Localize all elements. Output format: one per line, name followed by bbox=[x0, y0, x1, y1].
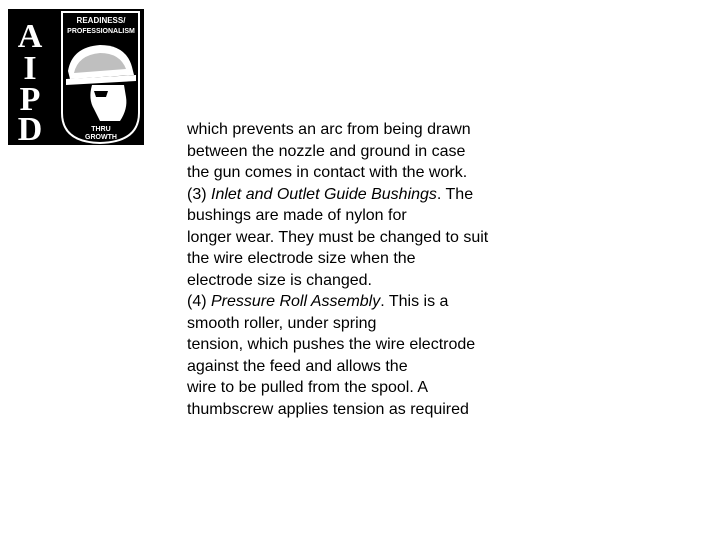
aipd-emblem bbox=[8, 9, 144, 145]
text-line: which prevents an arc from being drawn bbox=[187, 121, 471, 138]
text-line: wire to be pulled from the spool. A bbox=[187, 379, 429, 396]
text-line: bushings are made of nylon for bbox=[187, 207, 407, 224]
logo-letter-a: A bbox=[17, 18, 43, 55]
logo-letter-d: D bbox=[17, 111, 43, 145]
text-line: the gun comes in contact with the work. bbox=[187, 164, 468, 181]
item-heading: Inlet and Outlet Guide Bushings bbox=[211, 185, 437, 203]
text-line-pressure-roll bbox=[187, 291, 567, 313]
logo-bottom-text-1: THRU bbox=[91, 126, 111, 133]
text-line: tension, which pushes the wire electrode bbox=[187, 336, 476, 353]
aipd-logo bbox=[8, 9, 144, 145]
item-number: (4) bbox=[187, 293, 211, 310]
text-line: between the nozzle and ground in case bbox=[187, 142, 466, 160]
item-heading: Pressure Roll Assembly bbox=[211, 293, 381, 310]
body-text bbox=[187, 119, 567, 420]
item-text: . The bbox=[436, 185, 474, 203]
text-line: longer wear. They must be changed to suit bbox=[187, 228, 489, 246]
item-text: . This is a bbox=[380, 293, 449, 310]
logo-bottom-text-2: GROWTH bbox=[85, 134, 117, 141]
text-line: thumbscrew applies tension as required bbox=[187, 400, 469, 418]
text-line-guide-bushings bbox=[187, 184, 567, 206]
logo-top-text-1: READINESS/ bbox=[76, 16, 126, 25]
item-number: (3) bbox=[187, 185, 211, 203]
text-line: electrode size is changed. bbox=[187, 271, 372, 289]
text-line: the wire electrode size when the bbox=[187, 250, 416, 267]
logo-letter-i: I bbox=[23, 50, 37, 87]
logo-top-text-2: PROFESSIONALISM bbox=[67, 28, 135, 35]
logo-letter-p: P bbox=[19, 81, 41, 118]
text-line: against the feed and allows the bbox=[187, 357, 408, 375]
text-line: smooth roller, under spring bbox=[187, 314, 377, 332]
